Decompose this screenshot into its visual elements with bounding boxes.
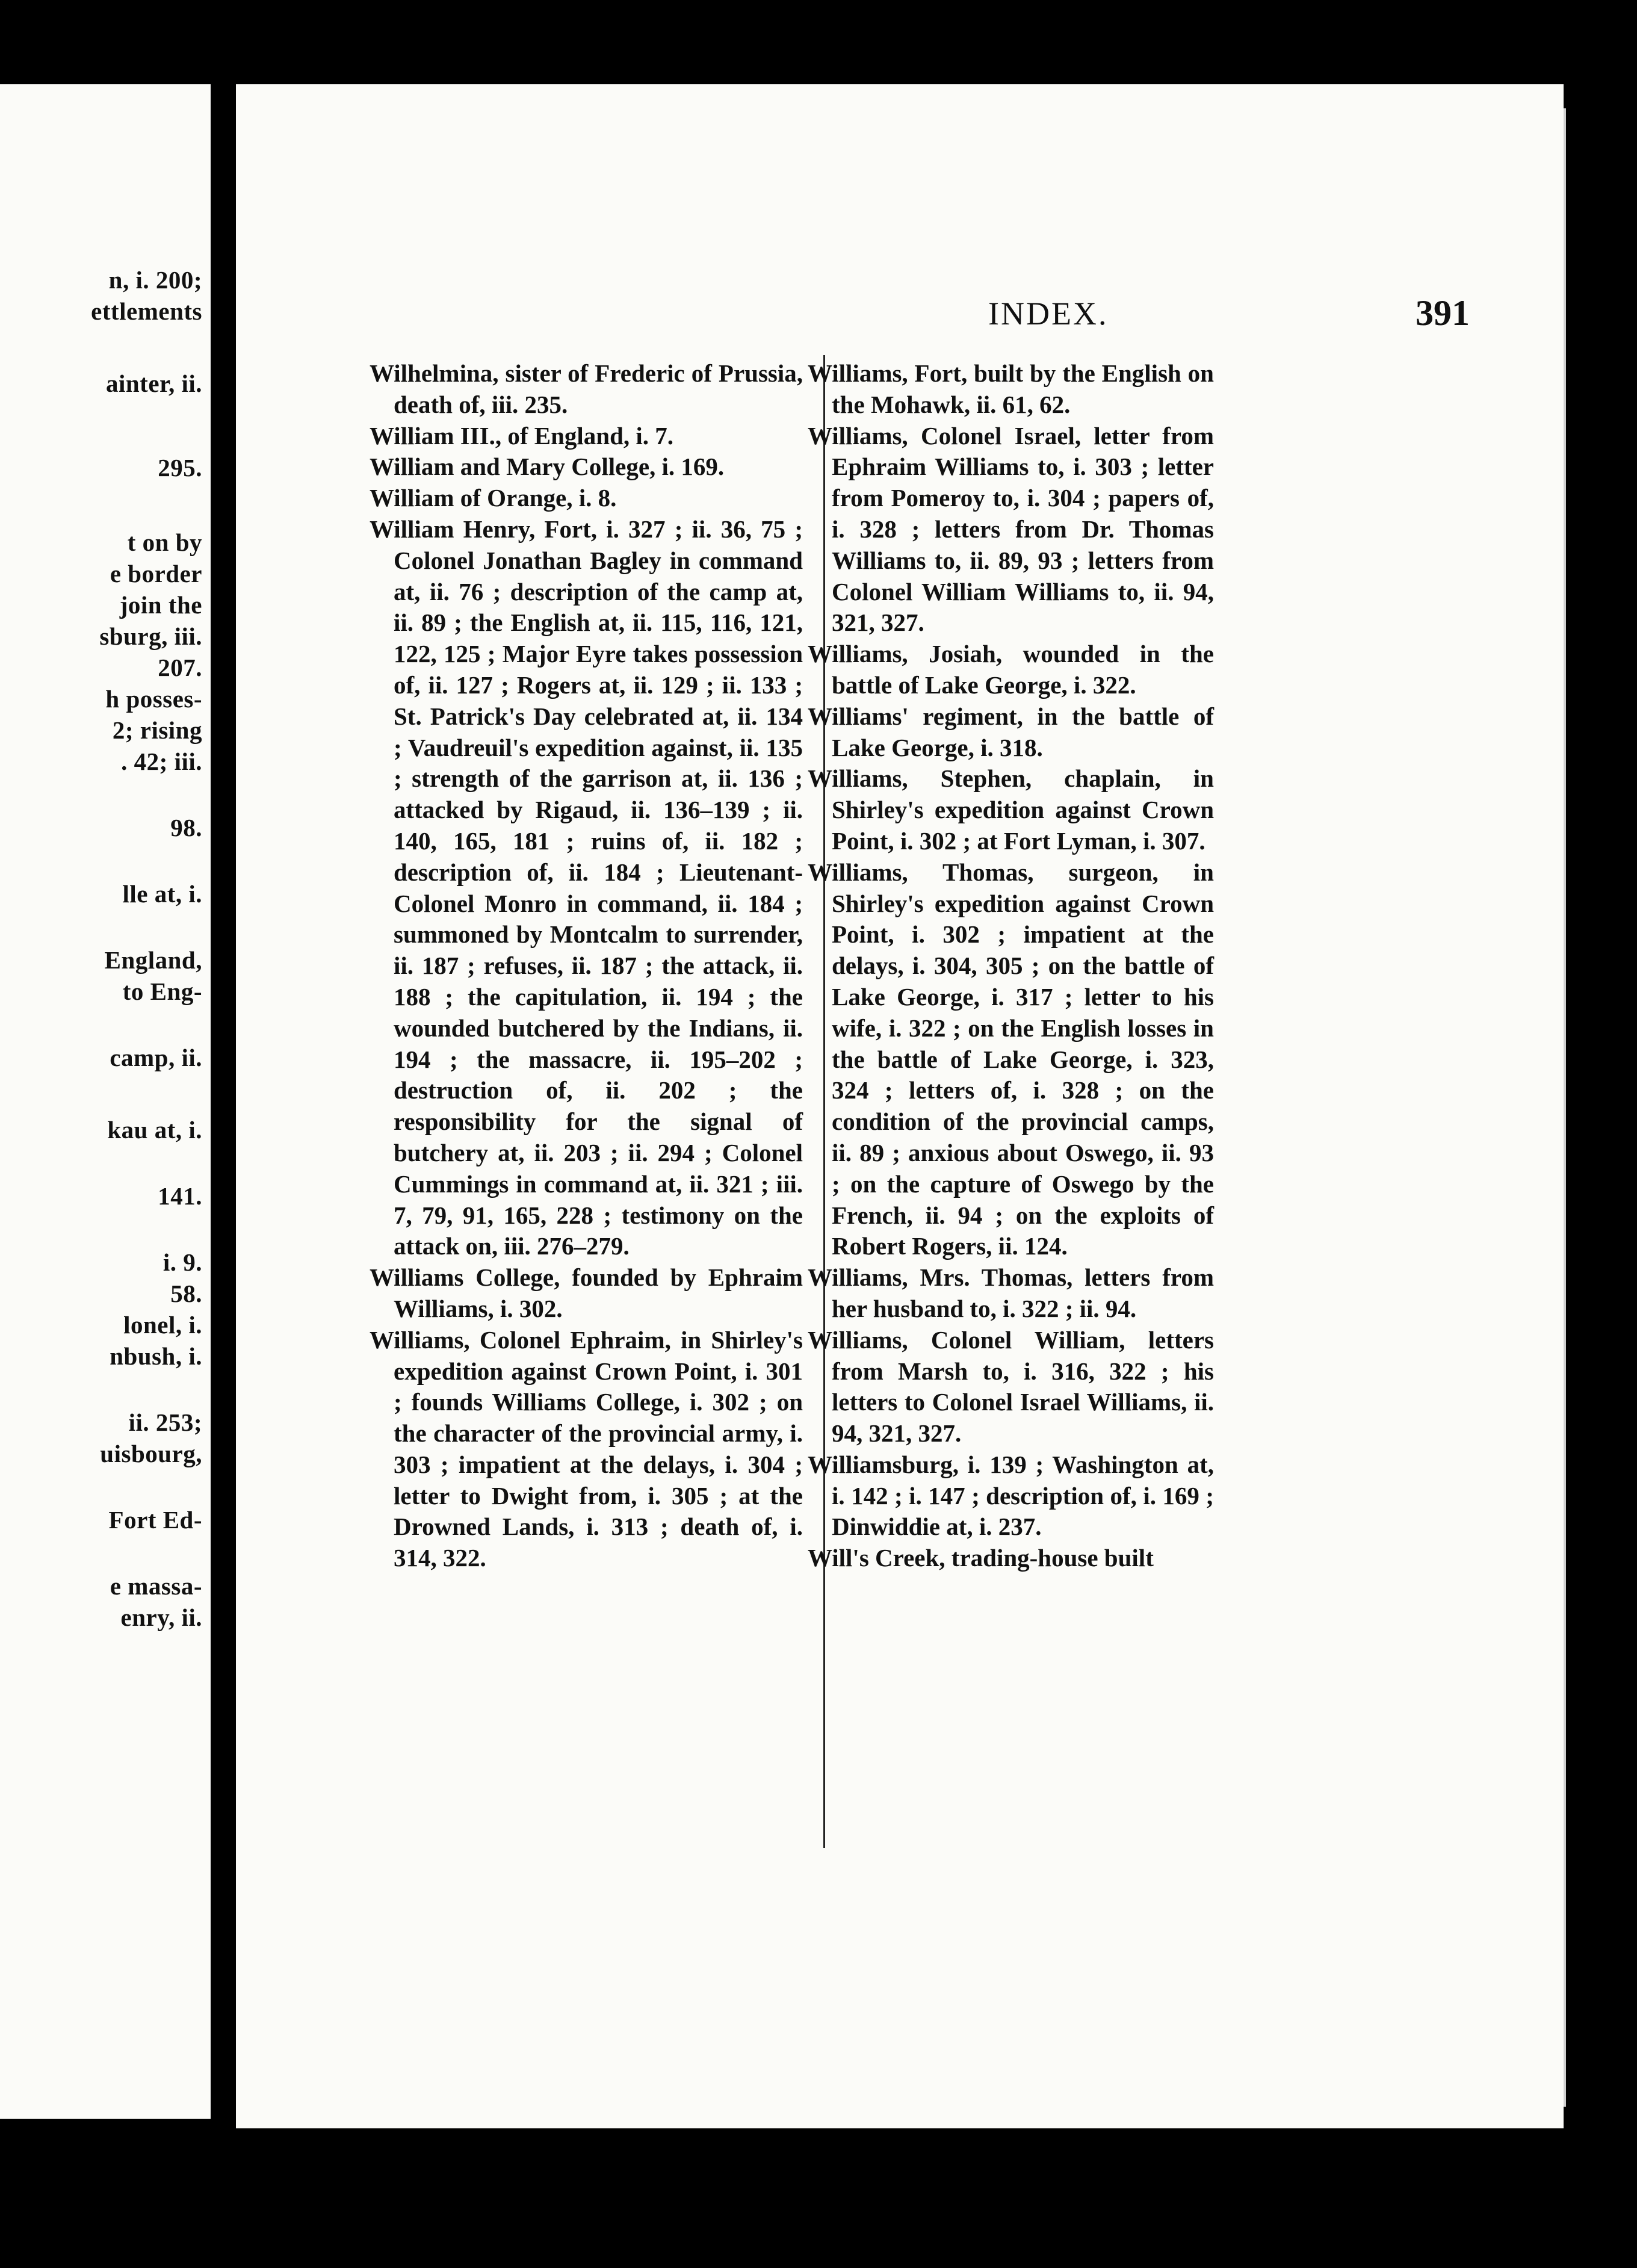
left-page-text-fragment: 98. <box>170 814 202 841</box>
left-page-text-fragment: i. 9. <box>162 1248 202 1276</box>
index-entry: Williams, Thomas, surgeon, in Shirley's expedition against Crown Point, i. 302 ; impatient at the delays, i. 304, 305 ; on the battle of Lake George, i. 317 ; letter to his wife, i. 322 ; on the English losses in the battle of Lake George, i. 323, 324 ; letters of, i. 328 ; on the condition of the provincial camps, ii. 89 ; anxious about Oswego, ii. 93 ; on the capture of Oswego by the French, ii. 94 ; on the exploits of Robert Rogers, ii. 124. <box>808 858 1214 1260</box>
index-entry: Williams, Stephen, chaplain, in Shirley's expedition against Crown Point, i. 302 ; at Fort Lyman, i. 307. <box>808 764 1214 855</box>
left-page-text-fragment: 207. <box>158 654 202 681</box>
left-page-text-fragment: nbush, i. <box>110 1342 202 1370</box>
left-facing-page <box>0 84 211 2119</box>
left-page-text-fragment: 141. <box>158 1182 202 1210</box>
index-entry: Williams, Fort, built by the English on the Mohawk, ii. 61, 62. <box>808 359 1214 418</box>
left-page-text-fragment: . 42; iii. <box>121 748 202 775</box>
left-page-text-fragment: lle at, i. <box>122 880 202 908</box>
left-page-text-fragment: 295. <box>158 454 202 482</box>
left-page-text-fragment: h posses- <box>105 685 202 713</box>
page-header <box>236 295 1564 343</box>
left-page-text-fragment: camp, ii. <box>110 1044 202 1071</box>
left-page-text-fragment: ainter, ii. <box>105 370 202 397</box>
left-page-text-fragment: t on by <box>127 528 202 556</box>
index-entry: Will's Creek, trading-house built <box>808 1544 1154 1572</box>
index-entry: Williams, Colonel William, letters from Marsh to, i. 316, 322 ; his letters to Colonel Israel Williams, ii. 94, 321, 327. <box>808 1325 1214 1448</box>
left-page-text-fragment: sburg, iii. <box>99 622 202 650</box>
index-entry: William and Mary College, i. 169. <box>370 453 725 481</box>
left-page-text-fragment: uisbourg, <box>100 1440 202 1467</box>
index-entry: William Henry, Fort, i. 327 ; ii. 36, 75 ; Colonel Jonathan Bagley in command at, ii. 76 ; description of the camp at, ii. 89 ; the English at, ii. 115, 116, 121, 122, 125 ; Major Eyre takes possession of, ii. 127 ; Rogers at, ii. 129 ; ii. 133 ; St. Patrick's Day celebrated at, ii. 134 ; Vaudreuil's expedition against, ii. 135 ; strength of the garrison at, ii. 136 ; attacked by Rigaud, ii. 136–139 ; ii. 140, 165, 181 ; ruins of, ii. 182 ; description of, ii. 184 ; Lieutenant-Colonel Monro in command, ii. 184 ; summoned by Montcalm to surrender, ii. 187 ; refuses, ii. 187 ; the attack, ii. 188 ; the capitulation, ii. 194 ; the wounded butchered by the Indians, ii. 194 ; the massacre, ii. 195–202 ; destruction of, ii. 202 ; the responsibility for the signal of butchery at, ii. 203 ; ii. 294 ; Colonel Cummings in command at, ii. 321 ; iii. 7, 79, 91, 165, 228 ; testimony on the attack on, iii. 276–279. <box>370 515 803 1260</box>
left-page-text-fragment: 58. <box>170 1280 202 1307</box>
running-title: INDEX. <box>988 296 1109 332</box>
index-entry: Williamsburg, i. 139 ; Washington at, i. 142 ; i. 147 ; description of, i. 169 ; Dinwiddie at, i. 237. <box>808 1450 1214 1541</box>
index-column-1 <box>370 358 803 1574</box>
index-entry: Williams, Mrs. Thomas, letters from her husband to, i. 322 ; ii. 94. <box>808 1263 1214 1322</box>
index-entry: Williams College, founded by Ephraim Williams, i. 302. <box>370 1263 803 1322</box>
left-page-text-fragment: Fort Ed- <box>108 1506 202 1534</box>
index-entry: Williams, Josiah, wounded in the battle of Lake George, i. 322. <box>808 640 1214 699</box>
left-page-text-fragment: ii. 253; <box>128 1408 202 1436</box>
index-entry: William III., of England, i. 7. <box>370 421 674 450</box>
right-facing-page <box>236 84 1564 2128</box>
index-entry: Williams, Colonel Israel, letter from Ephraim Williams to, i. 303 ; letter from Pomeroy to, i. 304 ; papers of, i. 328 ; letters from Dr. Thomas Williams to, ii. 89, 93 ; letters from Colonel William Williams to, ii. 94, 321, 327. <box>808 421 1214 637</box>
index-entry: Williams, Colonel Ephraim, in Shirley's expedition against Crown Point, i. 301 ; founds Williams College, i. 302 ; on the character of the provincial army, i. 303 ; impatient at the delays, i. 304 ; letter to Dwight from, i. 305 ; at the Drowned Lands, i. 313 ; death of, i. 314, 322. <box>370 1325 803 1572</box>
left-page-text-fragment: e border <box>110 560 202 587</box>
left-page-text-fragment: ettlements <box>91 297 202 325</box>
left-page-text-fragment: 2; rising <box>112 716 202 744</box>
left-page-text-fragment: to Eng- <box>122 978 202 1005</box>
page-number: 391 <box>1416 293 1470 333</box>
page-edge <box>1564 108 1566 2107</box>
left-page-text-fragment: enry, ii. <box>120 1603 202 1631</box>
index-column-2 <box>808 358 1214 1574</box>
left-page-text-fragment: join the <box>119 591 202 619</box>
index-entry: William of Orange, i. 8. <box>370 484 617 512</box>
left-page-text-fragment: kau at, i. <box>107 1116 202 1144</box>
left-page-text-fragment: lonel, i. <box>123 1311 202 1339</box>
left-page-text-fragment: England, <box>104 946 202 974</box>
left-page-text-fragment: e massa- <box>110 1572 202 1600</box>
index-entry: Williams' regiment, in the battle of Lake George, i. 318. <box>808 702 1214 761</box>
left-page-text-fragment: n, i. 200; <box>108 266 202 294</box>
index-entry: Wilhelmina, sister of Frederic of Prussia, death of, iii. 235. <box>370 359 803 418</box>
